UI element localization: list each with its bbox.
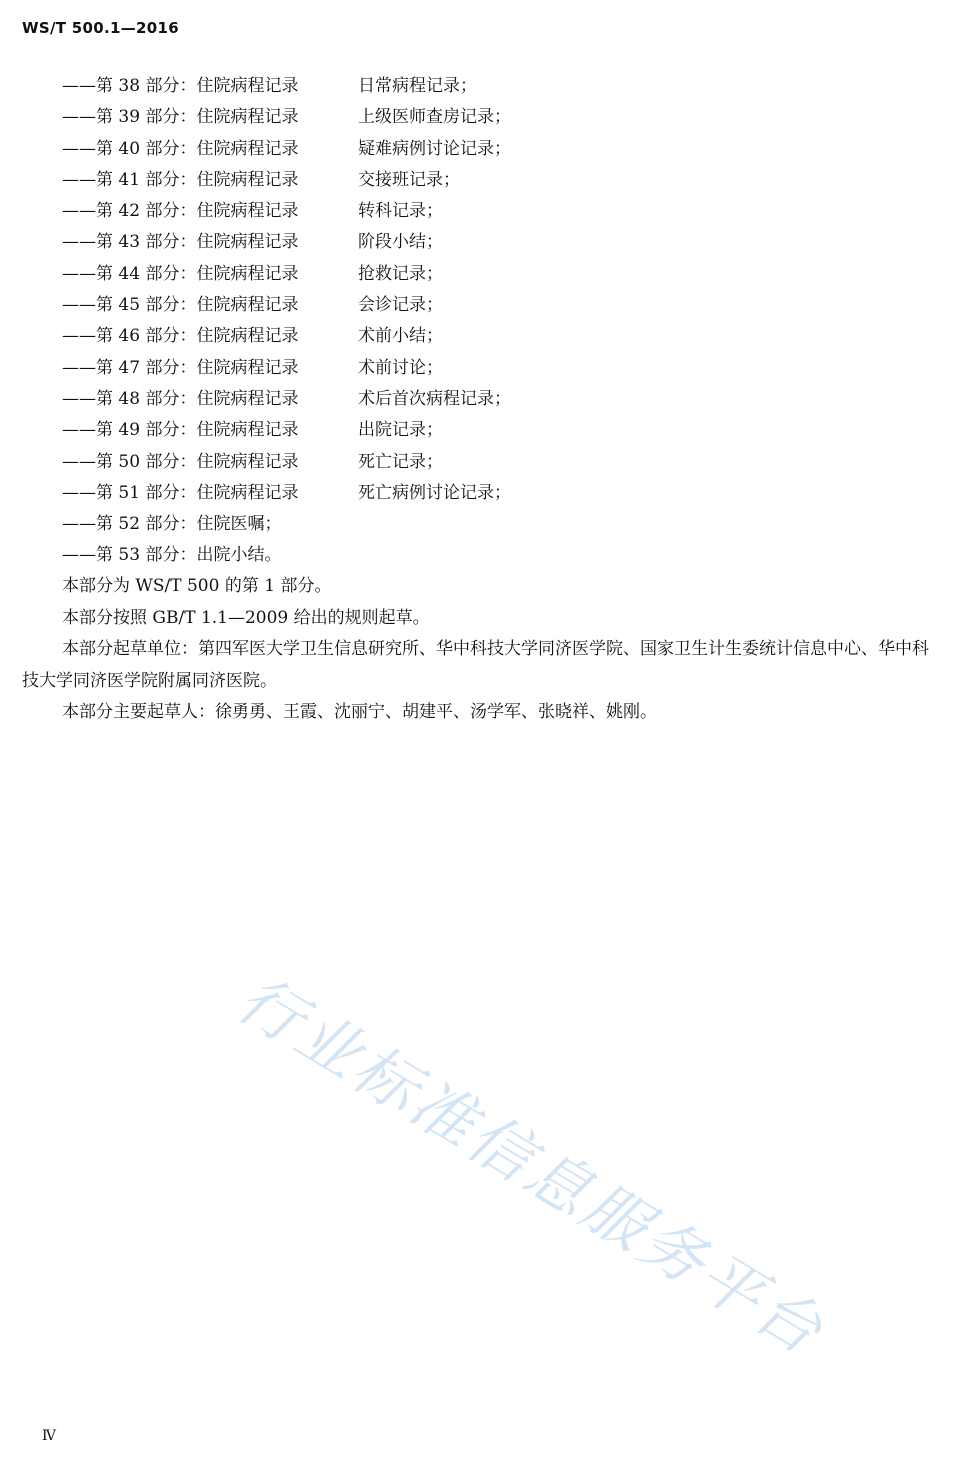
list-item-title: 死亡记录； xyxy=(358,451,443,472)
list-item-title: 阶段小结； xyxy=(358,232,443,253)
list-item-part: ——第 53 部分：出院小结。 xyxy=(62,545,282,566)
list-item-title: 交接班记录； xyxy=(358,169,460,190)
foreword-paragraphs xyxy=(22,571,944,729)
list-item-title: 日常病程记录； xyxy=(358,76,477,96)
list-item xyxy=(62,321,511,352)
paragraph-drafting-units: 本部分起草单位：第四军医大学卫生信息研究所、华中科技大学同济医学院、国家卫生计生委统计信息中心、华中科技大学同济医学院附属同济医院。 xyxy=(22,639,929,691)
list-item-part: ——第 44 部分：住院病程记录 xyxy=(62,263,299,284)
page-number: Ⅳ xyxy=(42,1428,56,1444)
list-item xyxy=(62,540,511,571)
list-item-title: 转科记录； xyxy=(358,201,443,222)
list-item xyxy=(62,102,511,133)
list-item-title: 术前小结； xyxy=(358,326,443,347)
paragraph-part-statement: 本部分为 WS/T 500 的第 1 部分。 xyxy=(62,576,332,596)
list-item xyxy=(62,196,511,227)
list-item-title: 术前讨论； xyxy=(358,357,443,378)
list-item-part: ——第 41 部分：住院病程记录 xyxy=(62,169,299,190)
list-item-part: ——第 43 部分：住院病程记录 xyxy=(62,232,299,253)
list-item xyxy=(62,415,511,446)
list-item xyxy=(62,134,511,165)
list-item-part: ——第 49 部分：住院病程记录 xyxy=(62,420,299,441)
watermark: 行业标准信息服务平台 xyxy=(225,962,838,1370)
list-item-part: ——第 46 部分：住院病程记录 xyxy=(62,326,299,347)
list-item-title: 死亡病例讨论记录； xyxy=(358,482,511,503)
list-item-title: 出院记录； xyxy=(358,420,443,441)
list-item-part: ——第 52 部分：住院医嘱； xyxy=(62,514,282,535)
list-item-part: ——第 38 部分：住院病程记录 xyxy=(62,76,299,96)
list-item xyxy=(62,384,511,415)
list-item xyxy=(62,478,511,509)
paragraph-drafting-rules: 本部分按照 GB/T 1.1—2009 给出的规则起草。 xyxy=(62,607,430,628)
list-item-title: 术后首次病程记录； xyxy=(358,388,511,409)
list-item-part: ——第 40 部分：住院病程记录 xyxy=(62,138,299,159)
list-item xyxy=(62,71,511,102)
list-item-part: ——第 48 部分：住院病程记录 xyxy=(62,388,299,409)
parts-list xyxy=(62,71,511,572)
list-item xyxy=(62,447,511,478)
list-item-part: ——第 42 部分：住院病程记录 xyxy=(62,201,299,222)
list-item xyxy=(62,353,511,384)
list-item xyxy=(62,227,511,258)
list-item xyxy=(62,509,511,540)
list-item-part: ——第 39 部分：住院病程记录 xyxy=(62,107,299,128)
list-item-title: 抢救记录； xyxy=(358,263,443,284)
list-item xyxy=(62,259,511,290)
paragraph-drafters: 本部分主要起草人：徐勇勇、王霞、沈丽宁、胡建平、汤学军、张晓祥、姚刚。 xyxy=(62,702,657,722)
list-item-part: ——第 51 部分：住院病程记录 xyxy=(62,482,299,503)
list-item-title: 上级医师查房记录； xyxy=(358,107,511,128)
list-item xyxy=(62,165,511,196)
list-item-part: ——第 50 部分：住院病程记录 xyxy=(62,451,299,472)
list-item xyxy=(62,290,511,321)
list-item-title: 疑难病例讨论记录； xyxy=(358,138,511,159)
document-header: WS/T 500.1—2016 xyxy=(22,19,179,37)
list-item-title: 会诊记录； xyxy=(358,295,443,316)
list-item-part: ——第 45 部分：住院病程记录 xyxy=(62,295,299,316)
list-item-part: ——第 47 部分：住院病程记录 xyxy=(62,357,299,378)
